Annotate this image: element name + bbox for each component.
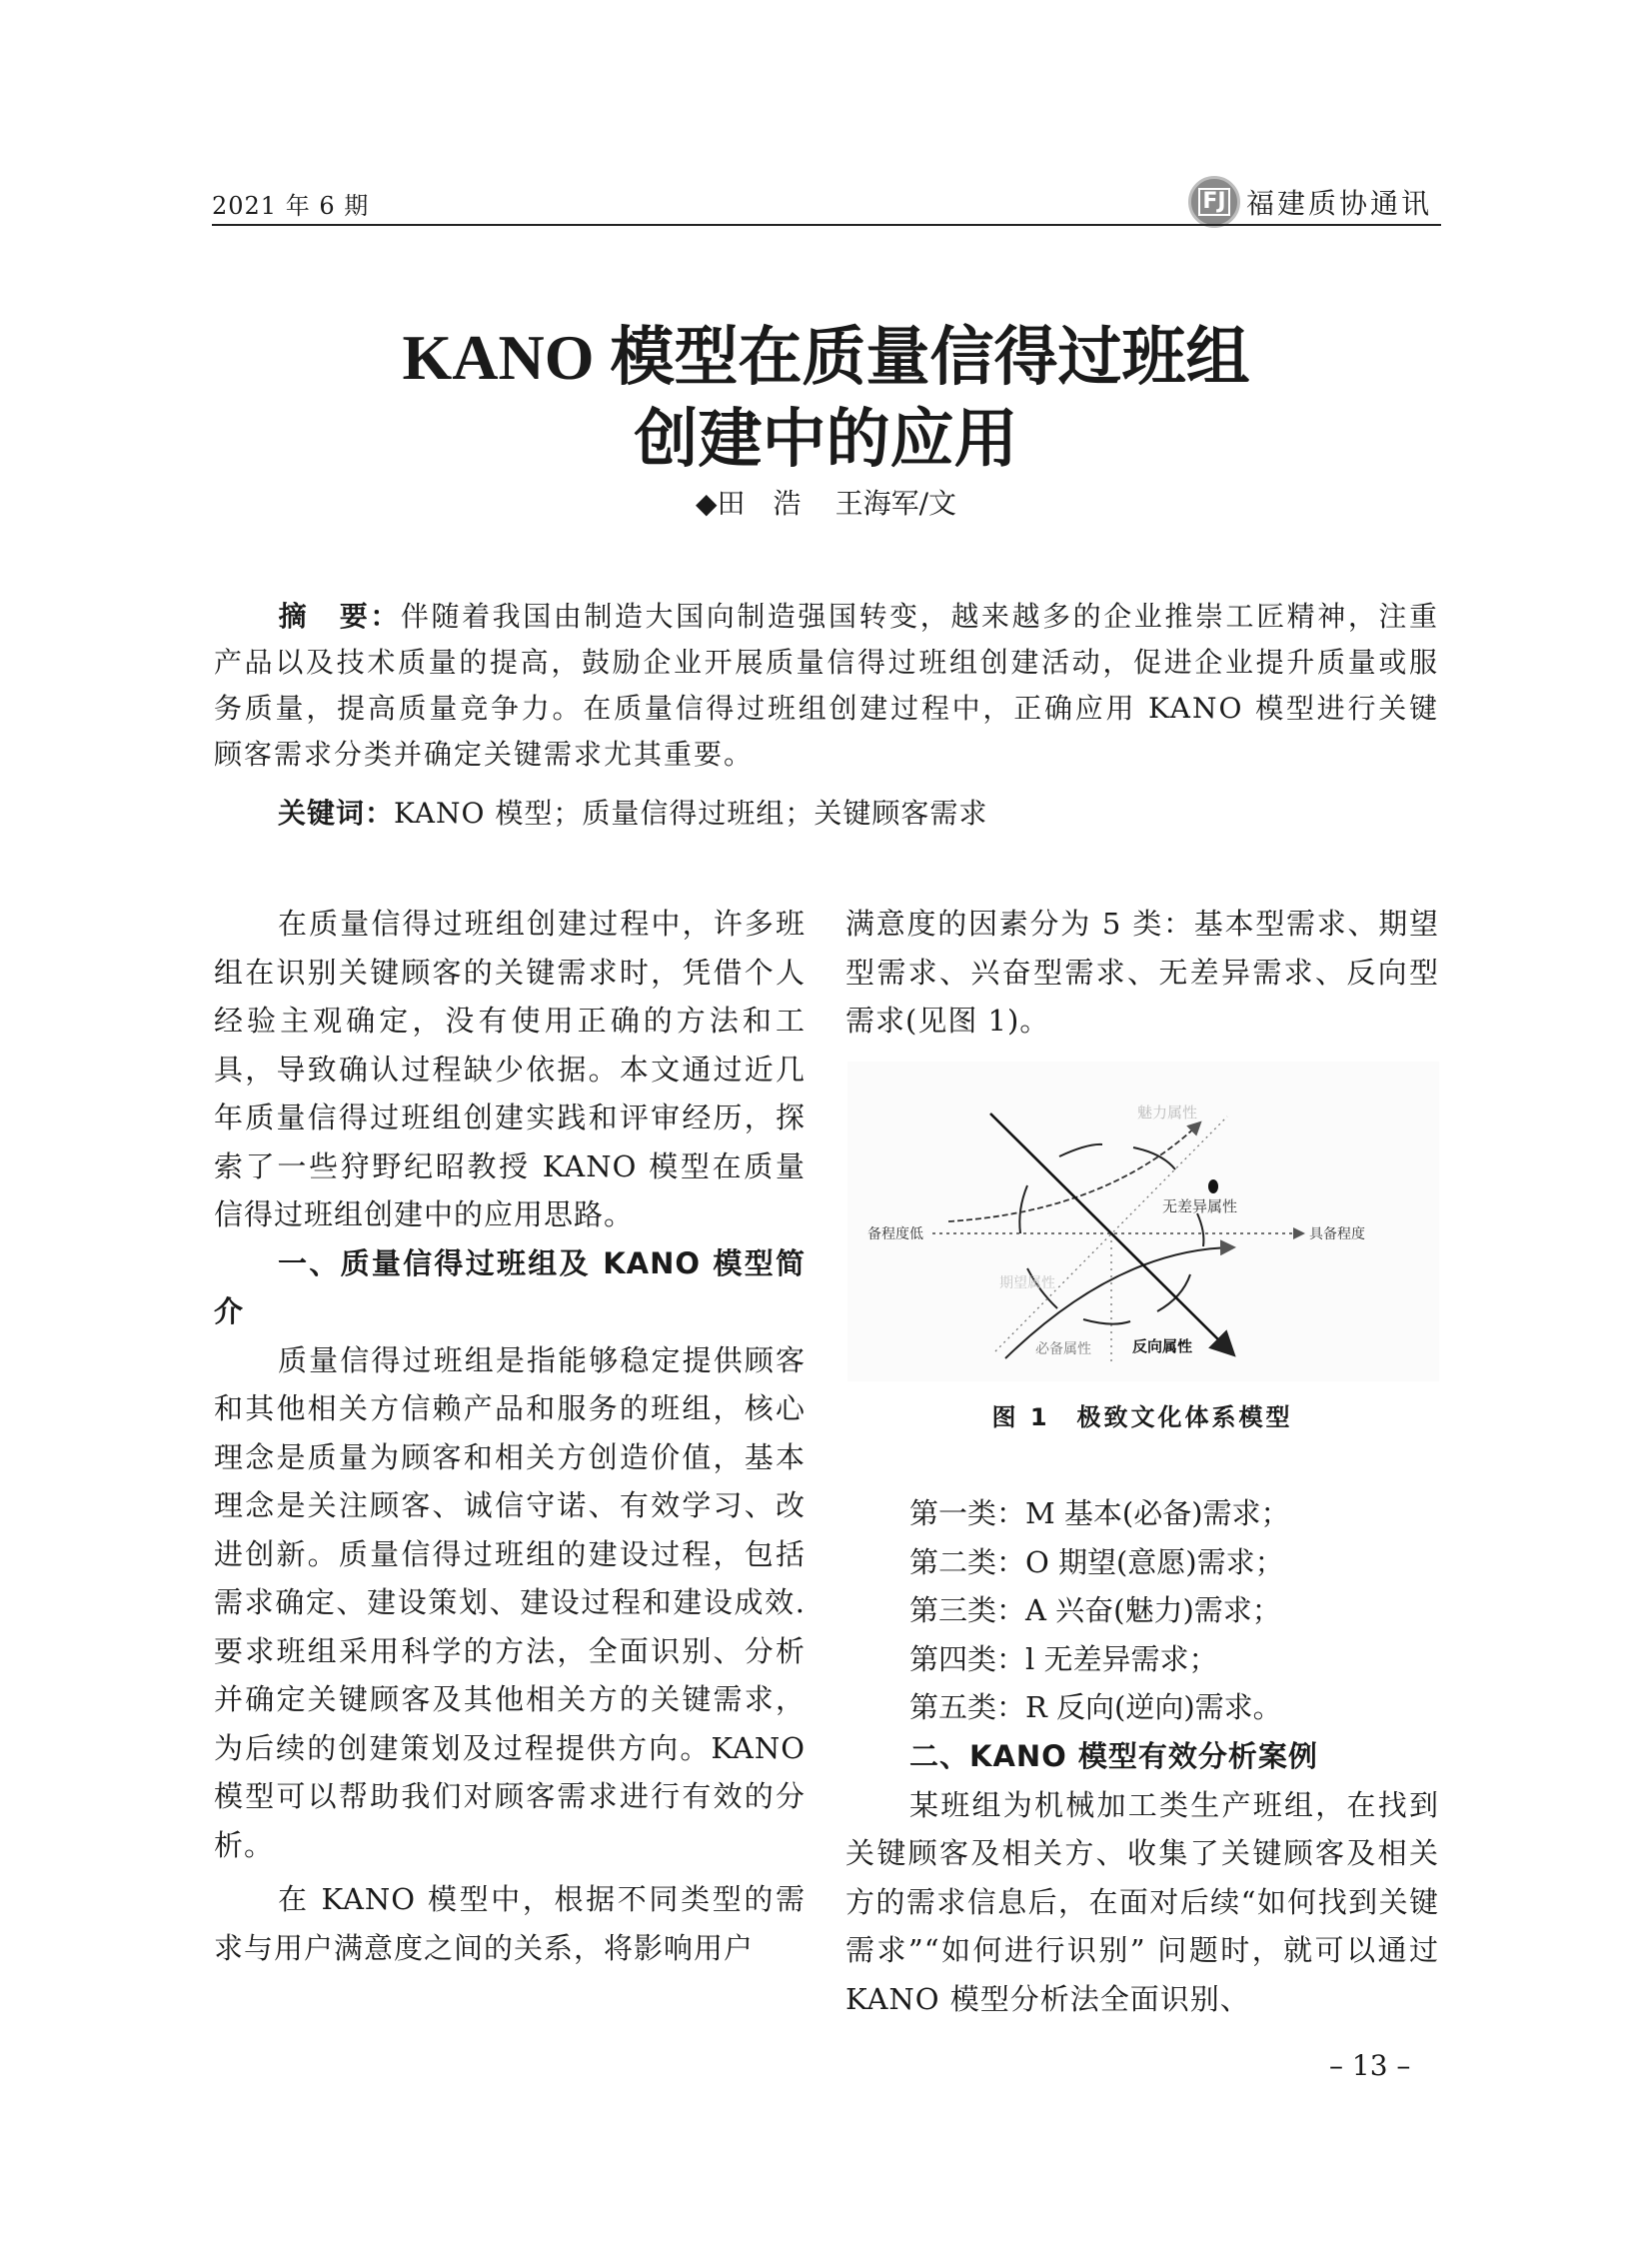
kano-diagram bbox=[847, 1062, 1439, 1381]
body-right-column-top bbox=[845, 900, 1439, 1046]
article-title-line1: KANO 模型在质量信得过班组 bbox=[402, 322, 1250, 393]
publication-header bbox=[1188, 176, 1432, 228]
paragraph: 在 KANO 模型中，根据不同类型的需求与用户满意度之间的关系，将影响用户 bbox=[214, 1882, 806, 1965]
label-x-low: 备程度低 bbox=[867, 1226, 923, 1242]
abstract bbox=[214, 594, 1439, 778]
list-item: 第五类：R 反向(逆向)需求。 bbox=[909, 1690, 1282, 1724]
paragraph: 满意度的因素分为 5 类：基本型需求、期望型需求、兴奋型需求、无差异需求、反向型需求(见图 1)。 bbox=[845, 907, 1439, 1038]
label-one-dimensional: 期望属性 bbox=[999, 1275, 1055, 1291]
byline bbox=[200, 482, 1452, 522]
label-x-high: 具备程度 bbox=[1309, 1226, 1365, 1242]
page-number: – 13 – bbox=[1329, 2049, 1411, 2082]
header-divider bbox=[212, 224, 1441, 226]
label-reverse: 反向属性 bbox=[1132, 1337, 1193, 1355]
keywords bbox=[214, 792, 1439, 832]
paragraph: 质量信得过班组是指能够稳定提供顾客和其他相关方信赖产品和服务的班组，核心理念是质量为顾客和相关方创造价值，基本理念是关注顾客、诚信守诺、有效学习、改进创新。质量信得过班组的建设过程，包括需求确定、建设策划、建设过程和建设成效.要求班组采用科学的方法，全面识别、分析并确定关键顾客及其他相关方的关键需求，为后续的创建策划及过程提供方向。KANO 模型可以帮助我们对顾客需求进行有效的分析。 bbox=[214, 1342, 806, 1862]
keywords-text: KANO 模型；质量信得过班组；关键顾客需求 bbox=[394, 797, 988, 830]
article-title-line2: 创建中的应用 bbox=[634, 404, 1018, 475]
section-heading-1: 一、质量信得过班组及 KANO 模型简介 bbox=[214, 1245, 806, 1328]
list-item: 第四类：l 无差异需求； bbox=[909, 1641, 1218, 1676]
kano-model-figure bbox=[847, 1062, 1439, 1381]
publication-name: 福建质协通讯 bbox=[1245, 187, 1432, 220]
label-attractive: 魅力属性 bbox=[1137, 1104, 1198, 1122]
keywords-label: 关键词： bbox=[278, 797, 395, 830]
label-must-be: 必备属性 bbox=[1035, 1341, 1091, 1357]
abstract-label: 摘 要： bbox=[278, 600, 401, 633]
list-item: 第二类：O 期望(意愿)需求； bbox=[909, 1544, 1284, 1579]
diamond-icon: ◆ bbox=[696, 487, 718, 520]
kano-categories-list bbox=[845, 1489, 1439, 1732]
list-item: 第三类：A 兴奋(魅力)需求； bbox=[909, 1593, 1281, 1627]
paragraph: 某班组为机械加工类生产班组，在找到关键顾客及相关方、收集了关键顾客及相关方的需求信息后，在面对后续“如何找到关键需求”“如何进行识别” 问题时，就可以通过 KANO 模型分析法全面识别、 bbox=[845, 1787, 1439, 2016]
abstract-text: 伴随着我国由制造大国向制造强国转变，越来越多的企业推崇工匠精神，注重产品以及技术质量的提高，鼓励企业开展质量信得过班组创建活动，促进企业提升质量或服务质量，提高质量竞争力。在质量信得过班组创建过程中，正确应用 KANO 模型进行关键顾客需求分类并确定关键需求尤其重要。 bbox=[214, 600, 1439, 771]
publication-logo-icon: FJ bbox=[1188, 176, 1240, 228]
list-item: 第一类：M 基本(必备)需求； bbox=[909, 1496, 1290, 1530]
paragraph: 在质量信得过班组创建过程中，许多班组在识别关键顾客的关键需求时，凭借个人经验主观确定，没有使用正确的方法和工具，导致确认过程缺少依据。本文通过近几年质量信得过班组创建实践和评审经历，探索了一些狩野纪昭教授 KANO 模型在质量信得过班组创建中的应用思路。 bbox=[214, 907, 806, 1231]
author-2: 王海军/文 bbox=[834, 487, 956, 520]
issue-label: 2021 年 6 期 bbox=[212, 192, 370, 220]
label-indifferent: 无差异属性 bbox=[1162, 1197, 1238, 1215]
author-1: 田 浩 bbox=[717, 487, 802, 520]
ink-blot bbox=[1208, 1179, 1218, 1193]
body-left-column bbox=[214, 900, 806, 1972]
body-right-column-bottom bbox=[845, 1732, 1439, 2023]
section-heading-2: 二、KANO 模型有效分析案例 bbox=[909, 1739, 1318, 1773]
figure-caption: 图 1 极致文化体系模型 bbox=[991, 1403, 1293, 1431]
